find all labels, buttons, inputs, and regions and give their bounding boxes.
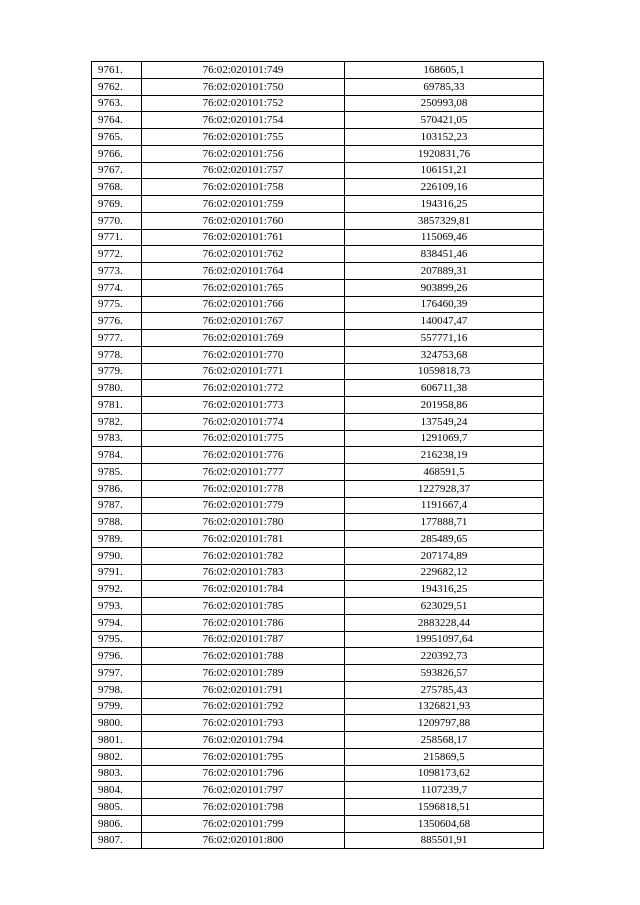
value-cell: 2883228,44 [345,614,544,631]
cadastral-number-cell: 76:02:020101:770 [142,346,345,363]
value-cell: 177888,71 [345,514,544,531]
row-number-cell: 9789. [92,531,142,548]
cadastral-number-cell: 76:02:020101:769 [142,330,345,347]
cadastral-number-cell: 76:02:020101:764 [142,263,345,280]
row-number-cell: 9761. [92,62,142,79]
table-row [92,698,544,715]
value-cell: 220392,73 [345,648,544,665]
table-row [92,263,544,280]
cadastral-number-cell: 76:02:020101:749 [142,62,345,79]
value-cell: 1291069,7 [345,430,544,447]
row-number-cell: 9790. [92,547,142,564]
row-number-cell: 9798. [92,681,142,698]
value-cell: 194316,25 [345,196,544,213]
cadastral-number-cell: 76:02:020101:783 [142,564,345,581]
cadastral-number-cell: 76:02:020101:755 [142,129,345,146]
row-number-cell: 9786. [92,480,142,497]
value-cell: 19951097,64 [345,631,544,648]
table-row [92,514,544,531]
table-row [92,447,544,464]
table-row [92,598,544,615]
row-number-cell: 9783. [92,430,142,447]
value-cell: 137549,24 [345,413,544,430]
value-cell: 215869,5 [345,748,544,765]
cadastral-number-cell: 76:02:020101:789 [142,665,345,682]
value-cell: 1350604,68 [345,815,544,832]
value-cell: 1209797,88 [345,715,544,732]
row-number-cell: 9767. [92,162,142,179]
row-number-cell: 9781. [92,397,142,414]
cadastral-number-cell: 76:02:020101:792 [142,698,345,715]
row-number-cell: 9803. [92,765,142,782]
cadastral-number-cell: 76:02:020101:800 [142,832,345,849]
table-row [92,129,544,146]
table-row [92,196,544,213]
value-cell: 903899,26 [345,279,544,296]
row-number-cell: 9797. [92,665,142,682]
value-cell: 1227928,37 [345,480,544,497]
cadastral-number-cell: 76:02:020101:797 [142,782,345,799]
table-row [92,715,544,732]
value-cell: 570421,05 [345,112,544,129]
table-row [92,212,544,229]
row-number-cell: 9791. [92,564,142,581]
cadastral-number-cell: 76:02:020101:774 [142,413,345,430]
table-row [92,464,544,481]
table-row [92,380,544,397]
table-row [92,246,544,263]
cadastral-number-cell: 76:02:020101:785 [142,598,345,615]
row-number-cell: 9793. [92,598,142,615]
table-body [92,62,544,849]
value-cell: 226109,16 [345,179,544,196]
row-number-cell: 9782. [92,413,142,430]
row-number-cell: 9806. [92,815,142,832]
table-row [92,229,544,246]
table-row [92,78,544,95]
value-cell: 838451,46 [345,246,544,263]
table-row [92,765,544,782]
table-row [92,330,544,347]
table-row [92,497,544,514]
cadastral-number-cell: 76:02:020101:784 [142,581,345,598]
table-row [92,732,544,749]
table-row [92,681,544,698]
cadastral-number-cell: 76:02:020101:786 [142,614,345,631]
table-row [92,397,544,414]
value-cell: 1596818,51 [345,799,544,816]
value-cell: 1326821,93 [345,698,544,715]
table-row [92,799,544,816]
table-row [92,531,544,548]
row-number-cell: 9776. [92,313,142,330]
table-row [92,95,544,112]
value-cell: 258568,17 [345,732,544,749]
row-number-cell: 9765. [92,129,142,146]
cadastral-number-cell: 76:02:020101:796 [142,765,345,782]
value-cell: 1107239,7 [345,782,544,799]
row-number-cell: 9804. [92,782,142,799]
value-cell: 885501,91 [345,832,544,849]
value-cell: 69785,33 [345,78,544,95]
table-row [92,296,544,313]
value-cell: 1059818,73 [345,363,544,380]
value-cell: 103152,23 [345,129,544,146]
cadastral-value-table [91,61,544,849]
value-cell: 3857329,81 [345,212,544,229]
row-number-cell: 9796. [92,648,142,665]
row-number-cell: 9762. [92,78,142,95]
table-row [92,614,544,631]
value-cell: 140047,47 [345,313,544,330]
value-cell: 1191667,4 [345,497,544,514]
table-row [92,346,544,363]
table-row [92,279,544,296]
row-number-cell: 9800. [92,715,142,732]
table-row [92,832,544,849]
cadastral-number-cell: 76:02:020101:779 [142,497,345,514]
cadastral-number-cell: 76:02:020101:750 [142,78,345,95]
cadastral-number-cell: 76:02:020101:765 [142,279,345,296]
table-row [92,782,544,799]
row-number-cell: 9766. [92,145,142,162]
row-number-cell: 9772. [92,246,142,263]
value-cell: 229682,12 [345,564,544,581]
cadastral-number-cell: 76:02:020101:773 [142,397,345,414]
cadastral-number-cell: 76:02:020101:752 [142,95,345,112]
table-row [92,313,544,330]
row-number-cell: 9773. [92,263,142,280]
row-number-cell: 9771. [92,229,142,246]
cadastral-number-cell: 76:02:020101:782 [142,547,345,564]
table-row [92,665,544,682]
cadastral-number-cell: 76:02:020101:788 [142,648,345,665]
value-cell: 106151,21 [345,162,544,179]
row-number-cell: 9801. [92,732,142,749]
table-row [92,748,544,765]
table-row [92,145,544,162]
value-cell: 285489,65 [345,531,544,548]
cadastral-number-cell: 76:02:020101:767 [142,313,345,330]
table-row [92,179,544,196]
table-row [92,581,544,598]
row-number-cell: 9787. [92,497,142,514]
table-row [92,413,544,430]
table-row [92,363,544,380]
row-number-cell: 9799. [92,698,142,715]
row-number-cell: 9769. [92,196,142,213]
cadastral-number-cell: 76:02:020101:776 [142,447,345,464]
cadastral-number-cell: 76:02:020101:795 [142,748,345,765]
value-cell: 201958,86 [345,397,544,414]
value-cell: 1098173,62 [345,765,544,782]
cadastral-number-cell: 76:02:020101:758 [142,179,345,196]
row-number-cell: 9777. [92,330,142,347]
value-cell: 207889,31 [345,263,544,280]
cadastral-number-cell: 76:02:020101:794 [142,732,345,749]
cadastral-number-cell: 76:02:020101:766 [142,296,345,313]
cadastral-number-cell: 76:02:020101:756 [142,145,345,162]
row-number-cell: 9802. [92,748,142,765]
row-number-cell: 9795. [92,631,142,648]
row-number-cell: 9807. [92,832,142,849]
cadastral-number-cell: 76:02:020101:791 [142,681,345,698]
value-cell: 593826,57 [345,665,544,682]
cadastral-number-cell: 76:02:020101:780 [142,514,345,531]
value-cell: 1920831,76 [345,145,544,162]
table-row [92,631,544,648]
row-number-cell: 9784. [92,447,142,464]
value-cell: 115069,46 [345,229,544,246]
cadastral-number-cell: 76:02:020101:772 [142,380,345,397]
cadastral-number-cell: 76:02:020101:793 [142,715,345,732]
row-number-cell: 9763. [92,95,142,112]
cadastral-number-cell: 76:02:020101:798 [142,799,345,816]
cadastral-number-cell: 76:02:020101:761 [142,229,345,246]
row-number-cell: 9774. [92,279,142,296]
table-row [92,564,544,581]
value-cell: 557771,16 [345,330,544,347]
cadastral-number-cell: 76:02:020101:762 [142,246,345,263]
row-number-cell: 9775. [92,296,142,313]
row-number-cell: 9778. [92,346,142,363]
table-row [92,547,544,564]
value-cell: 207174,89 [345,547,544,564]
row-number-cell: 9785. [92,464,142,481]
cadastral-number-cell: 76:02:020101:778 [142,480,345,497]
value-cell: 606711,38 [345,380,544,397]
row-number-cell: 9780. [92,380,142,397]
cadastral-number-cell: 76:02:020101:787 [142,631,345,648]
table-row [92,162,544,179]
row-number-cell: 9768. [92,179,142,196]
value-cell: 468591,5 [345,464,544,481]
cadastral-number-cell: 76:02:020101:777 [142,464,345,481]
table-row [92,648,544,665]
cadastral-number-cell: 76:02:020101:775 [142,430,345,447]
cadastral-number-cell: 76:02:020101:781 [142,531,345,548]
value-cell: 168605,1 [345,62,544,79]
value-cell: 216238,19 [345,447,544,464]
row-number-cell: 9792. [92,581,142,598]
table-row [92,112,544,129]
value-cell: 176460,39 [345,296,544,313]
cadastral-number-cell: 76:02:020101:771 [142,363,345,380]
value-cell: 250993,08 [345,95,544,112]
cadastral-number-cell: 76:02:020101:757 [142,162,345,179]
cadastral-number-cell: 76:02:020101:760 [142,212,345,229]
row-number-cell: 9794. [92,614,142,631]
cadastral-number-cell: 76:02:020101:754 [142,112,345,129]
table-row [92,430,544,447]
table-row [92,62,544,79]
row-number-cell: 9770. [92,212,142,229]
row-number-cell: 9764. [92,112,142,129]
cadastral-number-cell: 76:02:020101:759 [142,196,345,213]
cadastral-number-cell: 76:02:020101:799 [142,815,345,832]
value-cell: 324753,68 [345,346,544,363]
table-row [92,815,544,832]
table-row [92,480,544,497]
value-cell: 275785,43 [345,681,544,698]
value-cell: 623029,51 [345,598,544,615]
row-number-cell: 9805. [92,799,142,816]
value-cell: 194316,25 [345,581,544,598]
row-number-cell: 9788. [92,514,142,531]
row-number-cell: 9779. [92,363,142,380]
